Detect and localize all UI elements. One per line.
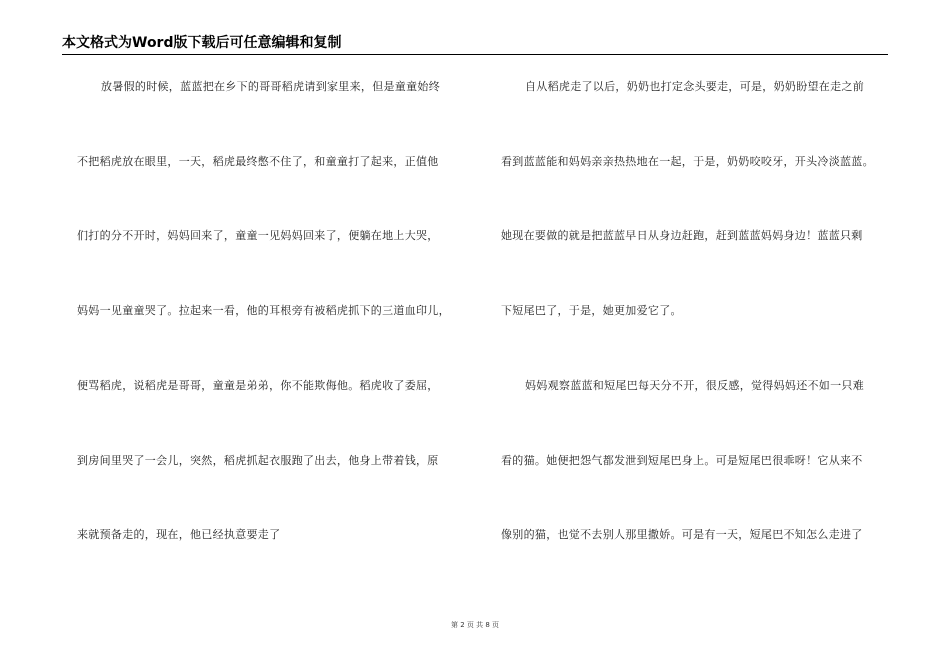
text-line: 像别的猫，也觉不去别人那里撒娇。可是有一天，短尾巴不知怎么走进了 [501,528,863,541]
text-line: 来就预备走的，现在，他已经执意要走了 [77,528,281,541]
text-line: 自从稻虎走了以后，奶奶也打定念头要走，可是，奶奶盼望在走之前 [525,80,864,93]
text-line: 到房间里哭了一会儿，突然，稻虎抓起衣服跑了出去，他身上带着钱，原 [77,454,439,467]
text-line: 妈妈一见童童哭了。拉起来一看，他的耳根旁有被稻虎抓下的三道血印儿， [77,304,450,317]
text-line: 放暑假的时候，蓝蓝把在乡下的哥哥稻虎请到家里来，但是童童始终 [101,80,440,93]
page-number: 第 2 页 共 8 页 [450,621,500,629]
right-column [501,0,891,672]
text-line: 不把稻虎放在眼里，一天，稻虎最终憋不住了，和童童打了起来，正值他 [77,155,439,168]
text-line: 她现在要做的就是把蓝蓝早日从身边赶跑，赶到蓝蓝妈妈身边！蓝蓝只剩 [501,229,863,242]
text-line: 便骂稻虎，说稻虎是哥哥，童童是弟弟，你不能欺侮他。稻虎收了委屈， [77,379,439,392]
header-title: 本文格式为Word版下载后可任意编辑和复制 [62,35,342,51]
text-line: 下短尾巴了，于是，她更加爱它了。 [501,304,682,317]
text-line: 看的猫。她便把怨气都发泄到短尾巴身上。可是短尾巴很乖呀！它从来不 [501,454,863,467]
text-line: 们打的分不开时，妈妈回来了，童童一见妈妈回来了，便躺在地上大哭， [77,229,439,242]
text-line: 妈妈观察蓝蓝和短尾巴每天分不开，很反感，觉得妈妈还不如一只难 [525,379,864,392]
left-column [77,0,467,672]
text-line: 看到蓝蓝能和妈妈亲亲热热地在一起，于是，奶奶咬咬牙，开头冷淡蓝蓝。 [501,155,874,168]
